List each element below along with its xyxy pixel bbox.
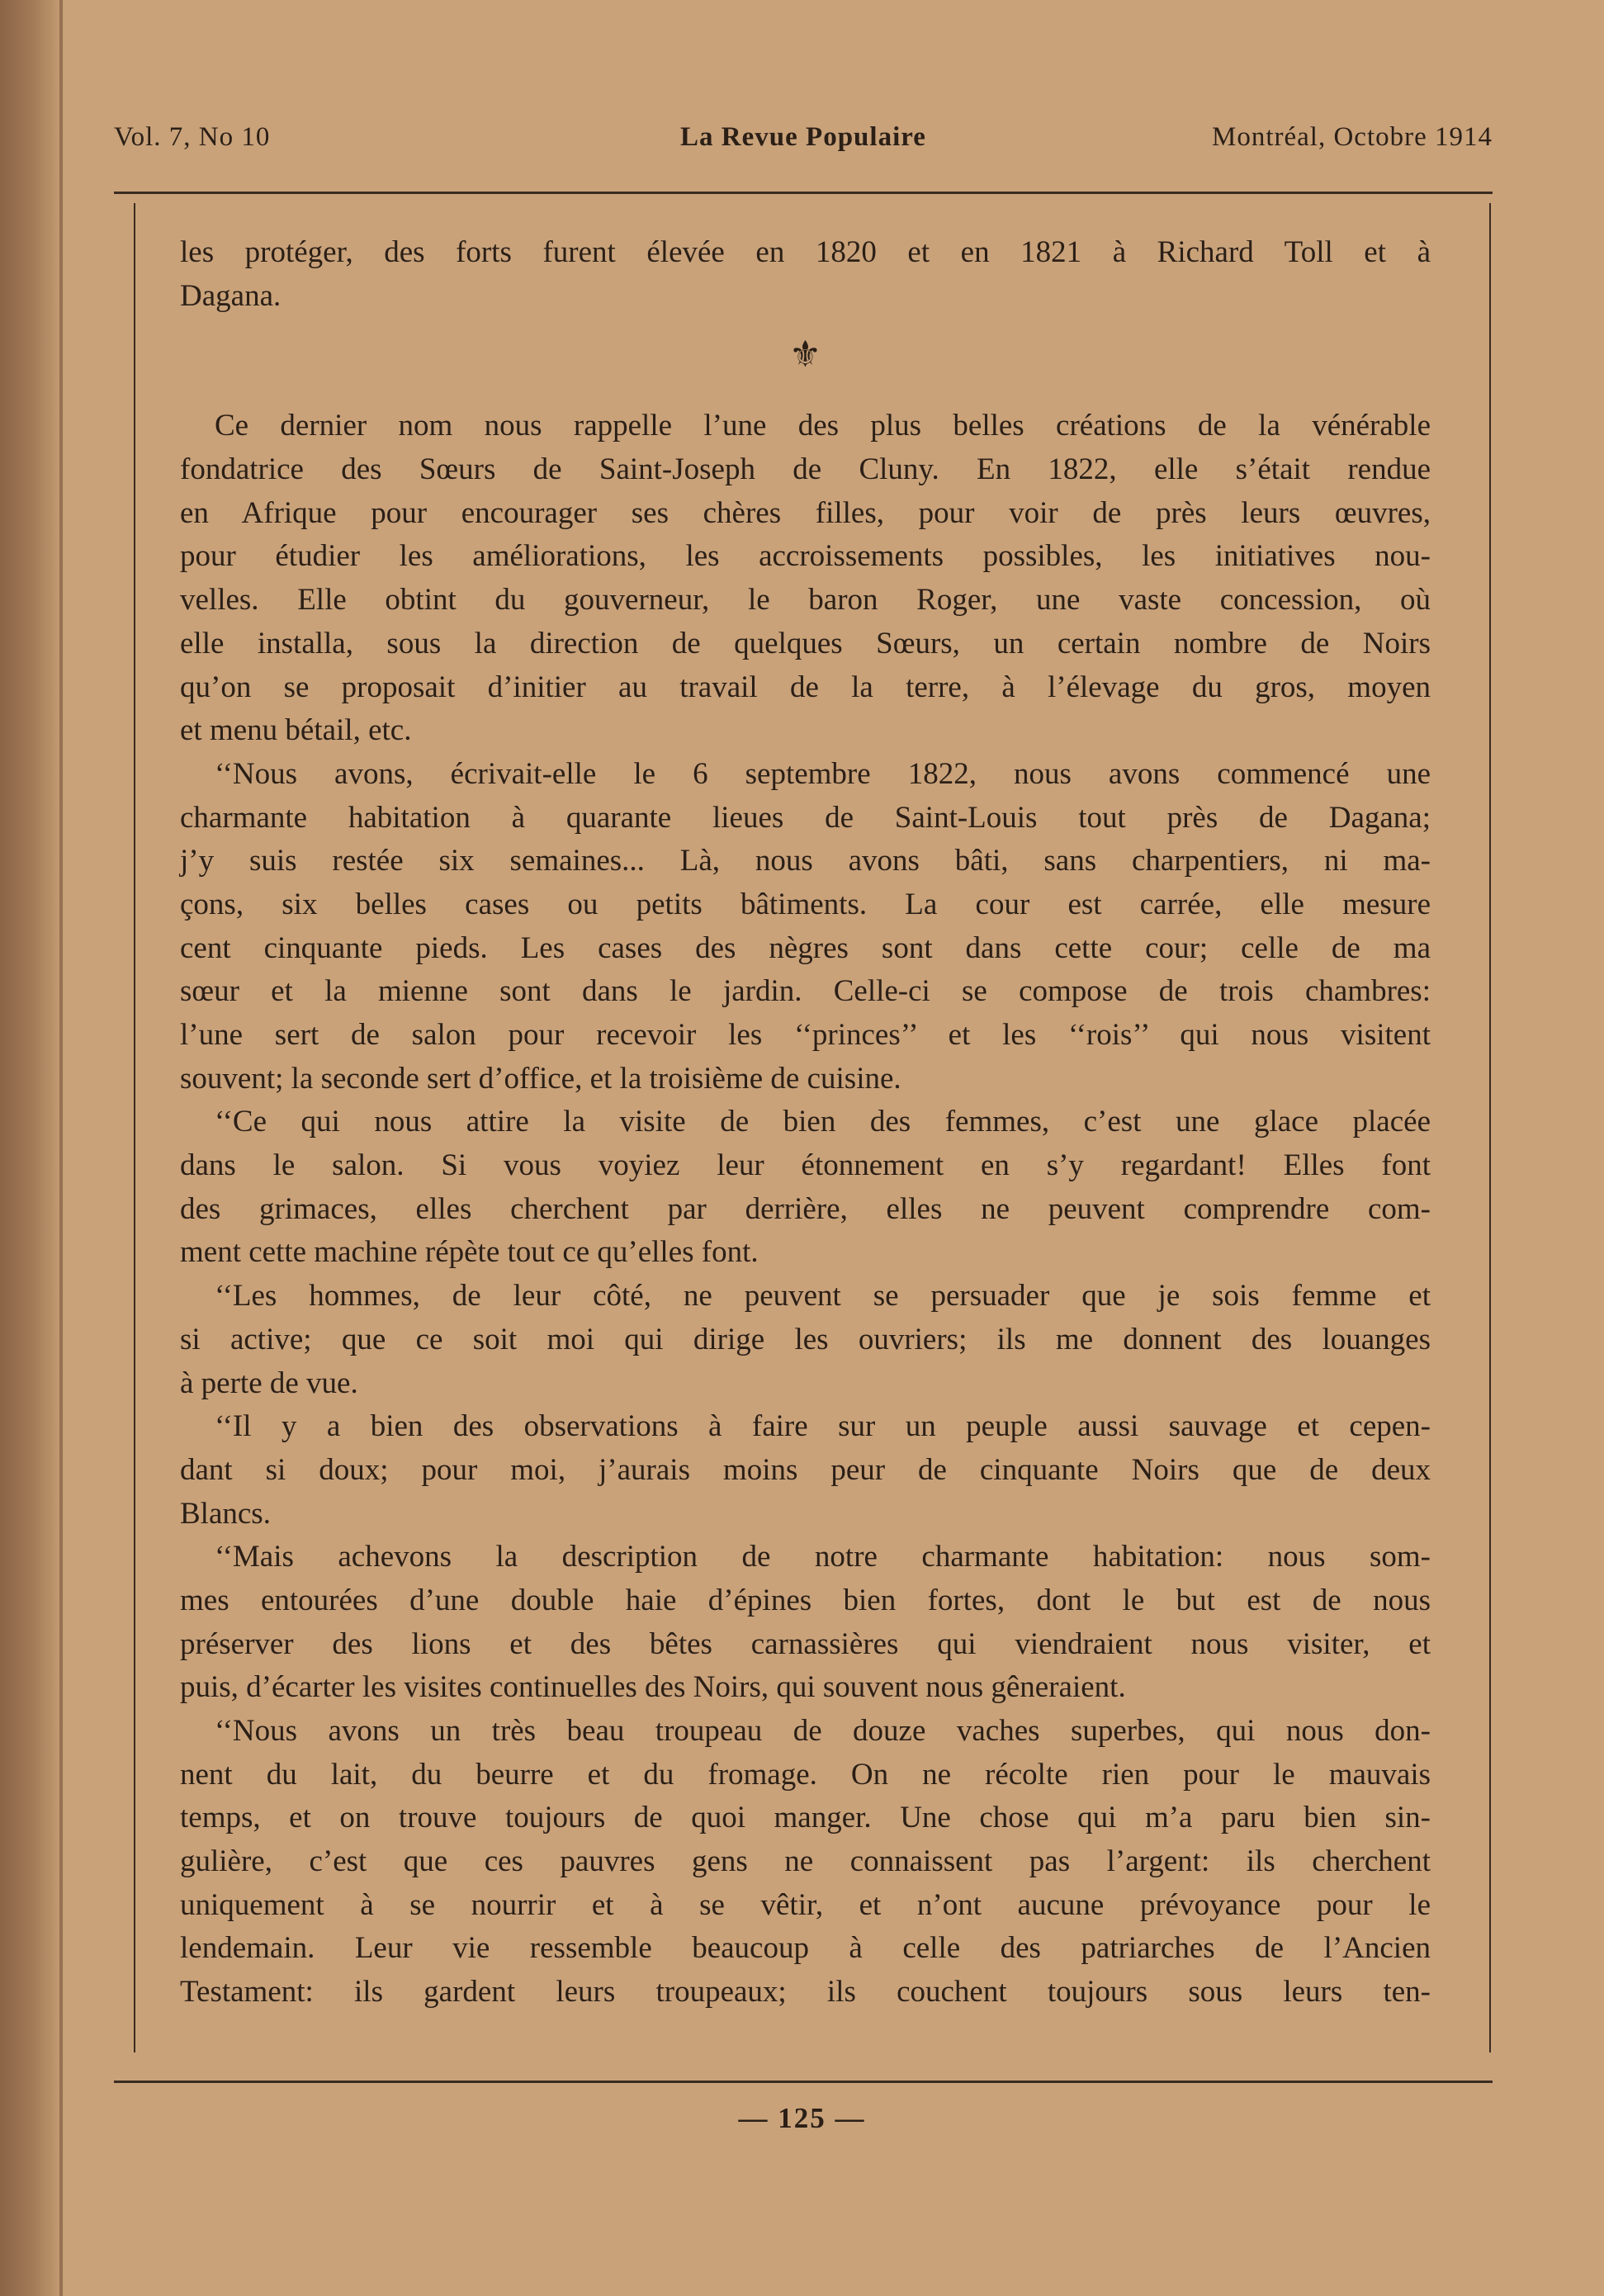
text-line: dant si doux; pour moi, j’aurais moins peur de cinquante Noirs que de deux (180, 1452, 1431, 1487)
text-line: l’une sert de salon pour recevoir les ‘‘princes’’ et les ‘‘rois’’ qui nous visitent (180, 1018, 1431, 1052)
header-rule (114, 192, 1493, 194)
text-line: ‘‘Ce qui nous attire la visite de bien des femmes, c’est une glace placée (215, 1105, 1431, 1139)
text-line: cent cinquante pieds. Les cases des nègres sont dans cette cour; celle de ma (180, 930, 1431, 965)
text-line: çons, six belles cases ou petits bâtiments. La cour est carrée, elle mesure (180, 887, 1431, 921)
text-line: velles. Elle obtint du gouverneur, le baron Roger, une vaste concession, où (180, 583, 1431, 618)
text-line: souvent; la seconde sert d’office, et la troisième de cuisine. (180, 1061, 901, 1096)
running-header (114, 122, 1493, 172)
text-line: j’y suis restée six semaines... Là, nous avons bâti, sans charpentiers, ni ma- (180, 844, 1431, 878)
text-line: ‘‘Nous avons un très beau troupeau de douze vaches superbes, qui nous don- (215, 1714, 1431, 1748)
text-line: Blancs. (180, 1496, 271, 1531)
text-line: ment cette machine répète tout ce qu’elles font. (180, 1235, 759, 1270)
text-line: lendemain. Leur vie ressemble beaucoup à celle des patriarches de l’Ancien (180, 1931, 1431, 1966)
text-line: ‘‘Il y a bien des observations à faire sur un peuple aussi sauvage et cepen- (215, 1409, 1431, 1444)
text-line: et menu bétail, etc. (180, 713, 412, 748)
page-number: — 125 — (738, 2102, 866, 2134)
text-line: en Afrique pour encourager ses chères filles, pour voir de près leurs œuvres, (180, 495, 1431, 530)
volume-issue: Vol. 7, No 10 (114, 122, 271, 152)
text-line: ‘‘Nous avons, écrivait-elle le 6 septembre 1822, nous avons commencé une (215, 756, 1431, 791)
text-line: charmante habitation à quarante lieues de Saint-Louis tout près de Dagana; (180, 800, 1431, 835)
text-line: Testament: ils gardent leurs troupeaux; ils couchent toujours sous leurs ten- (180, 1975, 1431, 2010)
text-line: les protéger, des forts furent élevée en 1820 et en 1821 à Richard Toll et à (180, 235, 1431, 269)
text-line: uniquement à se nourrir et à se vêtir, et n’ont aucune prévoyance pour le (180, 1887, 1431, 1922)
binding-edge (59, 0, 63, 2296)
text-line: temps, et on trouve toujours de quoi manger. Une chose qui m’a paru bien sin- (180, 1801, 1431, 1835)
text-line: fondatrice des Sœurs de Saint-Joseph de Cluny. En 1822, elle s’était rendue (180, 452, 1431, 487)
text-line: qu’on se proposait d’initier au travail de la terre, à l’élevage du gros, moyen (180, 670, 1431, 704)
fleur-de-lis-ornament-icon: ⚜ (788, 334, 822, 376)
text-line: préserver des lions et des bêtes carnassières qui viendraient nous visiter, et (180, 1626, 1431, 1661)
text-line: ‘‘Les hommes, de leur côté, ne peuvent se persuader que je sois femme et (215, 1279, 1431, 1314)
footer-rule (114, 2081, 1493, 2083)
text-line: à perte de vue. (180, 1366, 358, 1400)
text-line: sœur et la mienne sont dans le jardin. Celle-ci se compose de trois chambres: (180, 974, 1431, 1009)
text-line: puis, d’écarter les visites continuelles des Noirs, qui souvent nous gêneraient. (180, 1670, 1126, 1705)
text-line: des grimaces, elles cherchent par derrière, elles ne peuvent comprendre com- (180, 1191, 1431, 1226)
text-line: gulière, c’est que ces pauvres gens ne connaissent pas l’argent: ils cherchent (180, 1844, 1431, 1879)
page-binding-shadow (0, 0, 64, 2296)
text-line: Dagana. (180, 278, 282, 313)
journal-title: La Revue Populaire (680, 122, 926, 152)
text-line: pour étudier les améliorations, les accroissements possibles, les initiatives nou- (180, 539, 1431, 574)
article-body (180, 231, 1431, 2014)
place-date: Montréal, Octobre 1914 (1212, 122, 1493, 152)
text-line: si active; que ce soit moi qui dirige les ouvriers; ils me donnent des louanges (180, 1322, 1431, 1356)
text-line: elle installa, sous la direction de quelques Sœurs, un certain nombre de Noirs (180, 626, 1431, 660)
text-line: ‘‘Mais achevons la description de notre charmante habitation: nous som- (215, 1540, 1431, 1574)
text-line: nent du lait, du beurre et du fromage. On ne récolte rien pour le mauvais (180, 1757, 1431, 1792)
text-line: Ce dernier nom nous rappelle l’une des plus belles créations de la vénérable (215, 409, 1431, 443)
text-line: dans le salon. Si vous voyiez leur étonnement en s’y regardant! Elles font (180, 1148, 1431, 1183)
text-line: mes entourées d’une double haie d’épines bien fortes, dont le but est de nous (180, 1583, 1431, 1617)
